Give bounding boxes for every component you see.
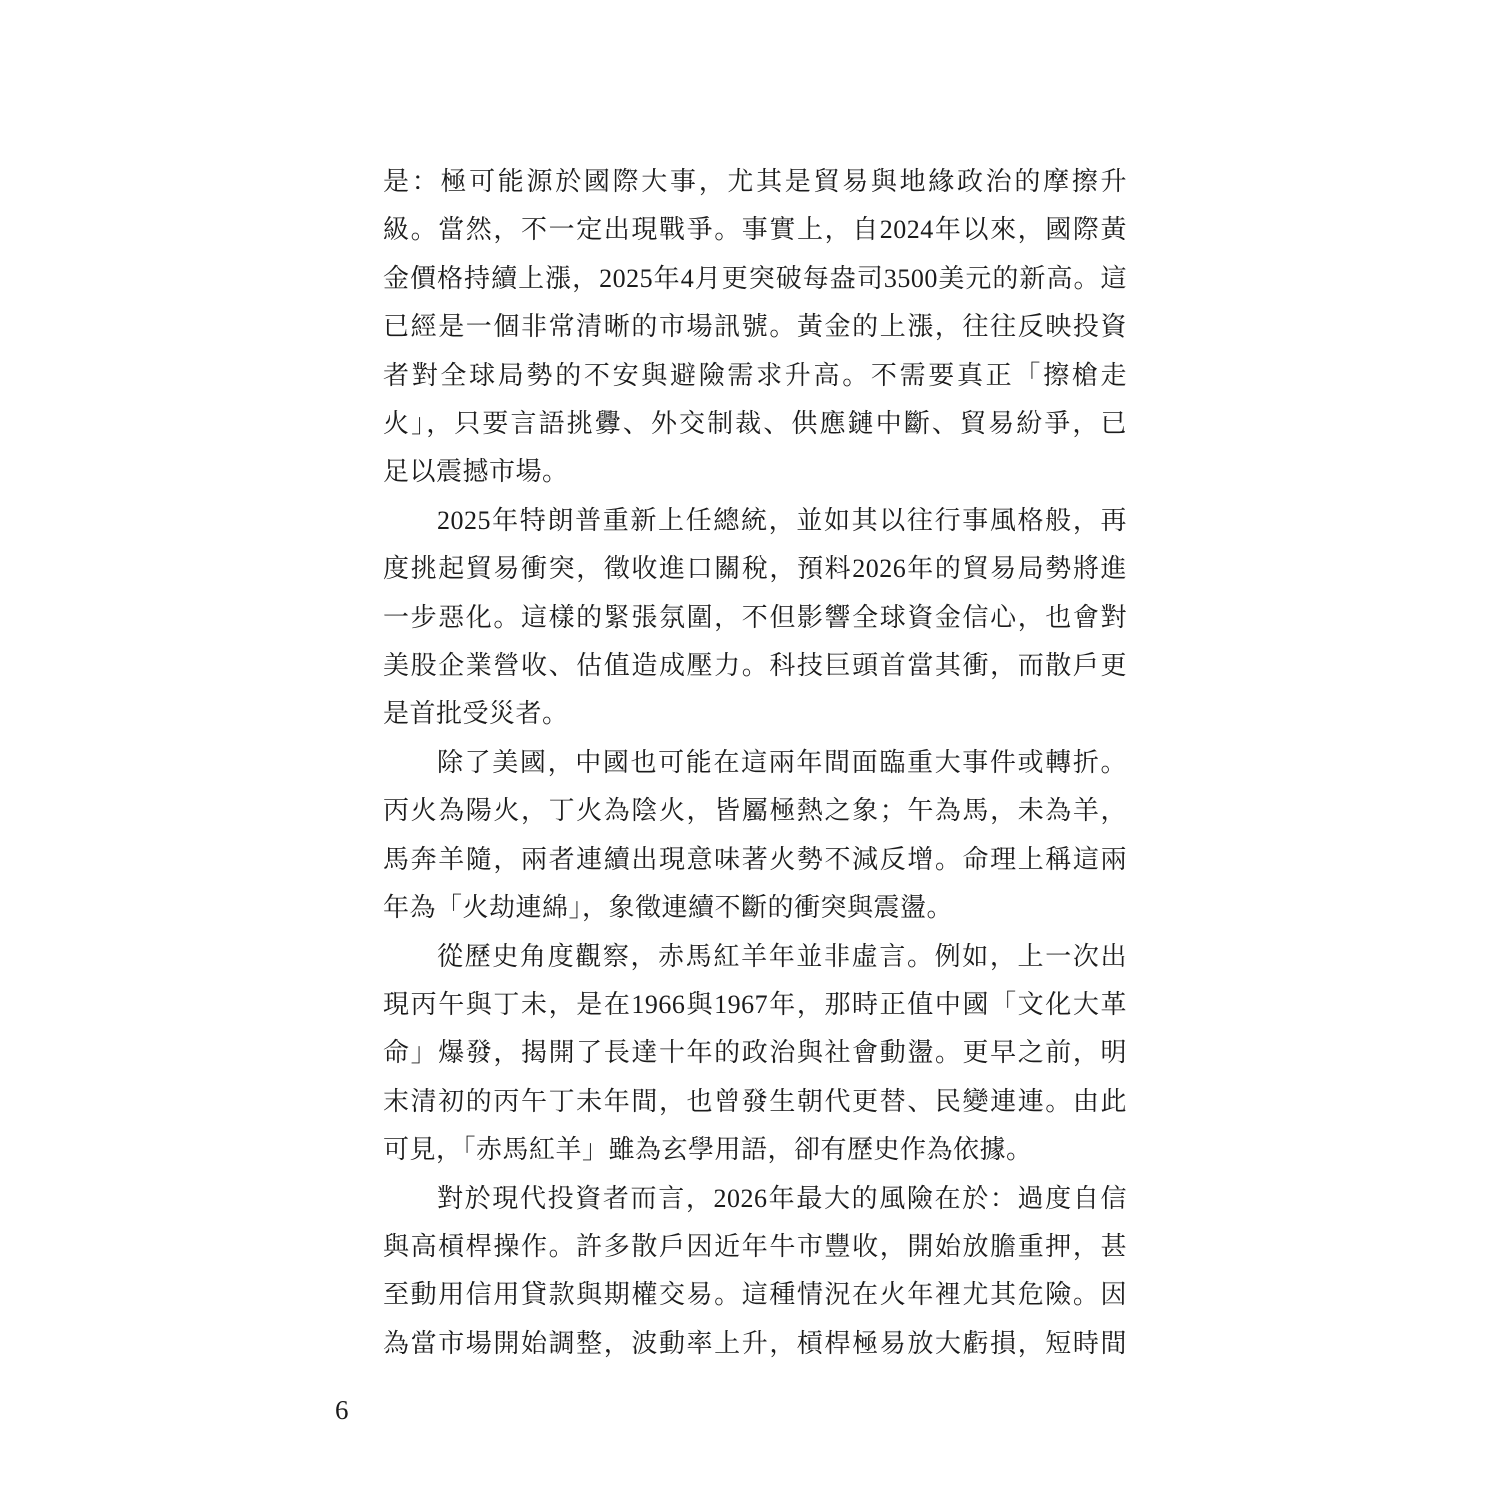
- text-line: 至動用信用貸款與期權交易。這種情況在火年裡尤其危險。因: [383, 1280, 1127, 1310]
- text-line: 命」爆發，揭開了長達十年的政治與社會動盪。更早之前，明: [383, 1038, 1127, 1068]
- text-line: 2025年特朗普重新上任總統，並如其以往行事風格般，再: [437, 505, 1127, 535]
- text-line: 火」，只要言語挑釁、外交制裁、供應鏈中斷、貿易紛爭，已: [383, 409, 1127, 439]
- page-number: 6: [335, 1395, 349, 1425]
- text-line: 者對全球局勢的不安與避險需求升高。不需要真正「擦槍走: [383, 360, 1127, 390]
- text-line: 度挑起貿易衝突，徵收進口關稅，預料2026年的貿易局勢將進: [383, 554, 1127, 584]
- text-line: 是：極可能源於國際大事，尤其是貿易與地緣政治的摩擦升: [383, 167, 1127, 196]
- text-column: [383, 158, 1127, 1368]
- text-line: 級。當然，不一定出現戰爭。事實上，自2024年以來，國際黃: [383, 215, 1127, 245]
- text-line: 丙火為陽火，丁火為陰火，皆屬極熱之象；午為馬，未為羊，: [383, 796, 1127, 826]
- text-line: 末清初的丙午丁未年間，也曾發生朝代更替、民變連連。由此: [383, 1086, 1127, 1116]
- text-line: 美股企業營收、估值造成壓力。科技巨頭首當其衝，而散戶更: [383, 651, 1127, 681]
- text-line: 現丙午與丁未，是在1966與1967年，那時正值中國「文化大革: [383, 989, 1127, 1019]
- text-line: 除了美國，中國也可能在這兩年間面臨重大事件或轉折。: [437, 747, 1127, 777]
- text-line: 可見，「赤馬紅羊」雖為玄學用語，卻有歷史作為依據。: [383, 1135, 1033, 1165]
- text-line: 是首批受災者。: [383, 699, 569, 729]
- text-line: 從歷史角度觀察，赤馬紅羊年並非虛言。例如，上一次出: [437, 941, 1127, 971]
- text-line: 足以震撼市場。: [383, 457, 569, 487]
- text-line: 與高槓桿操作。許多散戶因近年牛市豐收，開始放膽重押，甚: [383, 1231, 1127, 1261]
- text-line: 一步惡化。這樣的緊張氛圍，不但影響全球資金信心，也會對: [383, 602, 1127, 632]
- text-line: 馬奔羊隨，兩者連續出現意味著火勢不減反增。命理上稱這兩: [383, 844, 1127, 874]
- text-line: 年為「火劫連綿」，象徵連續不斷的衝突與震盪。: [383, 893, 954, 923]
- text-line: 金價格持續上漲，2025年4月更突破每盎司3500美元的新高。這: [383, 263, 1127, 293]
- text-line: 對於現代投資者而言，2026年最大的風險在於：過度自信: [437, 1183, 1127, 1213]
- text-line: 已經是一個非常清晰的市場訊號。黃金的上漲，往往反映投資: [383, 312, 1127, 342]
- text-line: 為當市場開始調整，波動率上升，槓桿極易放大虧損，短時間: [383, 1328, 1127, 1358]
